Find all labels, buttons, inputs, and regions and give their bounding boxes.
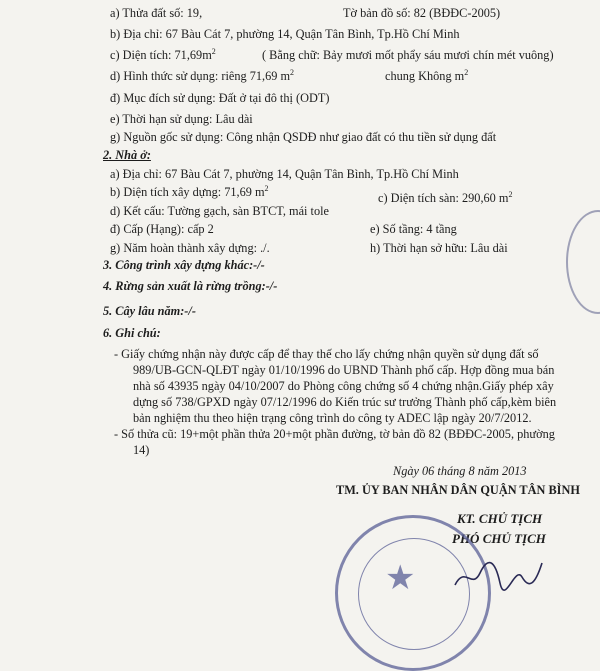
signer-title-2: PHÓ CHỦ TỊCH	[452, 531, 546, 546]
issue-date: Ngày 06 tháng 8 năm 2013	[393, 464, 527, 478]
note-line-4: dựng số 738/GPXD ngày 07/12/1996 do Kiến trúc sư trưởng Thành phố cấp,kèm biên	[133, 395, 557, 409]
seal-star-icon: ★	[385, 558, 416, 598]
note-line-5: bản nghiệm thu theo hiện trạng công trình do công ty ADEC lập ngày 20/7/2012.	[133, 411, 532, 425]
edge-stamp	[566, 210, 600, 314]
note-line-7: 14)	[133, 443, 150, 457]
house-ownership-term: h) Thời hạn sở hữu: Lâu dài	[370, 241, 508, 255]
land-address: b) Địa chỉ: 67 Bàu Cát 7, phường 14, Quận Tân Bình, Tp.Hồ Chí Minh	[110, 27, 460, 41]
house-floors: e) Số tầng: 4 tầng	[370, 222, 457, 236]
land-usage-term: e) Thời hạn sử dụng: Lâu dài	[110, 112, 253, 126]
signer-title-1: KT. CHỦ TỊCH	[457, 511, 543, 526]
section-perennial-trees: 5. Cây lâu năm:-/-	[103, 304, 196, 318]
land-origin: g) Nguồn gốc sử dụng: Công nhận QSDĐ như giao đất có thu tiền sử dụng đất	[110, 130, 497, 144]
land-usage-form: d) Hình thức sử dụng: riêng 71,69 $m^2$	[110, 67, 295, 83]
house-structure: d) Kết cấu: Tường gạch, sàn BTCT, mái tole	[110, 204, 329, 218]
note-line-1: - Giấy chứng nhận này được cấp để thay thế cho lấy chứng nhận quyền sử dụng đất số	[114, 347, 539, 361]
issuing-authority: TM. ỦY BAN NHÂN DÂN QUẬN TÂN BÌNH	[336, 483, 580, 497]
house-floor-area: c) Diện tích sàn: 290,60 $m^2$	[378, 189, 513, 205]
section-other-construction: 3. Công trình xây dựng khác:-/-	[103, 258, 265, 272]
house-grade: đ) Cấp (Hạng): cấp 2	[110, 222, 214, 236]
house-completion-year: g) Năm hoàn thành xây dựng: ./.	[110, 241, 270, 255]
note-line-3: nhà số 43935 ngày 04/10/2007 do Phòng công chứng số 4 chứng nhận.Giấy phép xây	[133, 379, 554, 393]
land-usage-shared: chung Không $m^2$	[385, 67, 469, 83]
land-area-words: ( Bằng chữ: Bảy mươi mốt phẩy sáu mươi chín mét vuông)	[262, 48, 554, 62]
house-build-area: b) Diện tích xây dựng: 71,69 $m^2$	[110, 183, 269, 199]
land-usage-purpose: đ) Mục đích sử dụng: Đất ở tại đô thị (ODT)	[110, 91, 330, 105]
house-address: a) Địa chỉ: 67 Bàu Cát 7, phường 14, Quận Tân Bình, Tp.Hồ Chí Minh	[110, 167, 459, 181]
section-notes: 6. Ghi chú:	[103, 326, 161, 340]
note-line-2: 989/UB-GCN-QLĐT ngày 01/10/1996 do UBND Thành phố cấp. Hợp đồng mua bán	[133, 363, 555, 377]
land-map-sheet: Tờ bản đồ số: 82 (BĐĐC-2005)	[343, 6, 501, 20]
land-area: c) Diện tích: $71,69m^2$	[110, 46, 216, 62]
signature-scribble	[450, 555, 545, 595]
land-parcel-number: a) Thửa đất số: 19,	[110, 6, 203, 20]
section-planted-forest: 4. Rừng sản xuất là rừng trồng:-/-	[103, 279, 278, 293]
note-line-6: - Số thửa cũ: 19+một phần thửa 20+một phần đường, tờ bản đồ 82 (BĐĐC-2005, phường	[114, 427, 555, 441]
house-heading: 2. Nhà ở:	[103, 148, 151, 162]
